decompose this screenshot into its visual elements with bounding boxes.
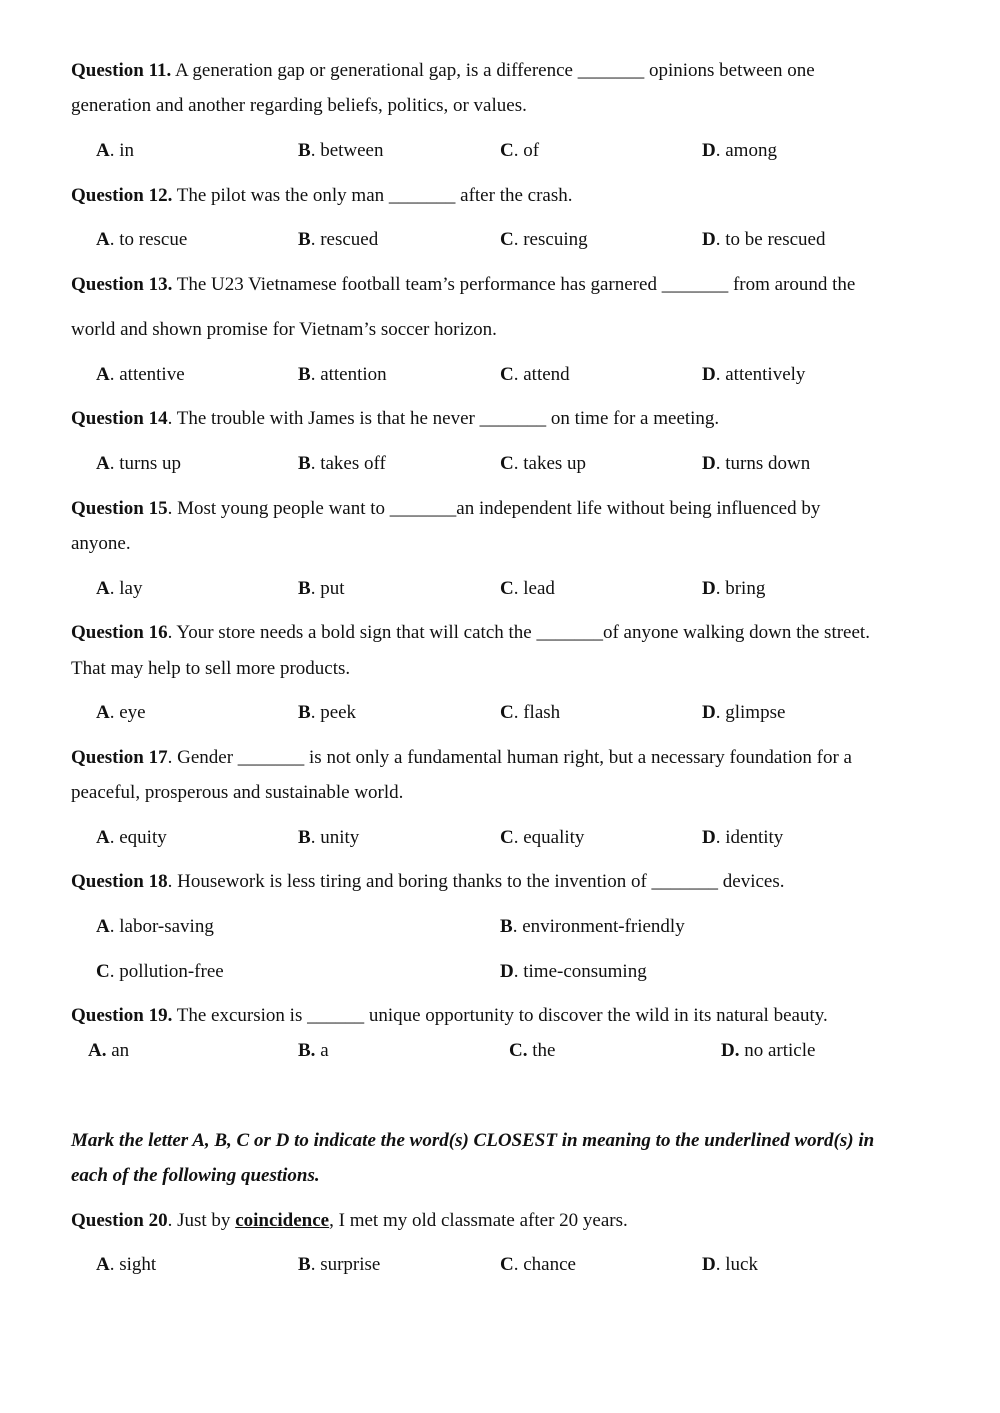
question-16-options: [0, 701, 1000, 725]
question-text: The excursion is ______ unique opportunity to discover the wild in its natural beauty.: [172, 1005, 828, 1026]
question-18-stem: [71, 870, 785, 894]
question-18-options-row-2: [0, 960, 1000, 984]
question-number: Question 15: [71, 498, 168, 519]
question-text: A generation gap or generational gap, is a difference _______ opinions between one: [171, 60, 815, 81]
question-12-options: [0, 228, 1000, 252]
question-11-stem: [71, 59, 815, 83]
option-d[interactable]: D. glimpse: [702, 702, 786, 723]
question-number: Question 20: [71, 1210, 168, 1231]
section-instruction-cont: each of the following questions.: [71, 1165, 320, 1186]
question-number: Question 14: [71, 408, 168, 429]
option-a[interactable]: A. eye: [96, 702, 146, 723]
option-b[interactable]: B. between: [298, 140, 384, 161]
option-b[interactable]: B. takes off: [298, 453, 386, 474]
question-14-stem: [71, 407, 719, 431]
question-text: peaceful, prosperous and sustainable world.: [71, 782, 404, 803]
option-c[interactable]: C. the: [509, 1040, 556, 1061]
option-c[interactable]: C. rescuing: [500, 229, 588, 250]
question-19-stem: [71, 1004, 828, 1028]
question-text: . Most young people want to _______an independent life without being influenced by: [167, 498, 821, 519]
question-text: . The trouble with James is that he never _______ on time for a meeting.: [167, 408, 720, 429]
option-c[interactable]: C. chance: [500, 1254, 576, 1275]
option-a[interactable]: A. in: [96, 140, 135, 161]
question-17-stem: [71, 746, 852, 770]
underlined-word: coincidence: [235, 1210, 330, 1231]
option-c[interactable]: C. pollution-free: [96, 961, 224, 982]
option-c[interactable]: C. equality: [500, 827, 585, 848]
question-16-stem: [71, 621, 870, 645]
option-d[interactable]: D. no article: [721, 1040, 816, 1061]
option-d[interactable]: D. luck: [702, 1254, 758, 1275]
question-13-stem: [71, 273, 855, 297]
question-number: Question 11.: [71, 60, 172, 81]
question-number: Question 12.: [71, 185, 173, 206]
question-11-stem-cont: [71, 94, 527, 118]
question-13-options: [0, 363, 1000, 387]
question-14-options: [0, 452, 1000, 476]
option-c[interactable]: C. attend: [500, 364, 570, 385]
question-text: , I met my old classmate after 20 years.: [329, 1210, 628, 1231]
question-18-options-row-1: [0, 915, 1000, 939]
question-17-options: [0, 826, 1000, 850]
option-a[interactable]: A. labor-saving: [96, 916, 214, 937]
question-text: The U23 Vietnamese football team’s performance has garnered _______ from around the: [172, 274, 856, 295]
option-d[interactable]: D. to be rescued: [702, 229, 826, 250]
question-17-stem-cont: [71, 781, 403, 805]
option-b[interactable]: B. rescued: [298, 229, 379, 250]
option-b[interactable]: B. attention: [298, 364, 387, 385]
option-d[interactable]: D. turns down: [702, 453, 811, 474]
option-a[interactable]: A. turns up: [96, 453, 181, 474]
option-a[interactable]: A. to rescue: [96, 229, 188, 250]
question-text: . Housework is less tiring and boring thanks to the invention of _______ devices.: [167, 871, 785, 892]
question-12-stem: [71, 184, 573, 208]
option-a[interactable]: A. equity: [96, 827, 167, 848]
section-instruction: Mark the letter A, B, C or D to indicate the word(s) CLOSEST in meaning to the underlined word(s) in: [71, 1130, 875, 1151]
option-a[interactable]: A. an: [88, 1040, 130, 1061]
option-d[interactable]: D. attentively: [702, 364, 806, 385]
question-text: That may help to sell more products.: [71, 658, 351, 679]
question-15-options: [0, 577, 1000, 601]
question-20-options: [0, 1253, 1000, 1277]
question-text: . Just by: [167, 1210, 236, 1231]
question-text: world and shown promise for Vietnam’s soccer horizon.: [71, 319, 497, 340]
question-19-options: [0, 1039, 1000, 1063]
option-c[interactable]: C. lead: [500, 578, 555, 599]
question-text: . Gender _______ is not only a fundamental human right, but a necessary foundation for a: [167, 747, 852, 768]
option-a[interactable]: A. sight: [96, 1254, 157, 1275]
question-number: Question 18: [71, 871, 168, 892]
question-text: The pilot was the only man _______ after the crash.: [172, 185, 573, 206]
option-b[interactable]: B. surprise: [298, 1254, 381, 1275]
question-text: generation and another regarding beliefs, politics, or values.: [71, 95, 527, 116]
question-number: Question 13.: [71, 274, 173, 295]
question-number: Question 17: [71, 747, 168, 768]
question-15-stem: [71, 497, 820, 521]
question-13-stem-cont: [71, 318, 497, 342]
question-20-stem: [71, 1209, 628, 1233]
question-number: Question 19.: [71, 1005, 173, 1026]
option-c[interactable]: C. of: [500, 140, 540, 161]
option-a[interactable]: A. lay: [96, 578, 143, 599]
question-text: . Your store needs a bold sign that will catch the _______of anyone walking down the street.: [167, 622, 870, 643]
option-d[interactable]: D. among: [702, 140, 777, 161]
option-c[interactable]: C. flash: [500, 702, 561, 723]
question-11-options: [0, 139, 1000, 163]
option-c[interactable]: C. takes up: [500, 453, 587, 474]
option-b[interactable]: B. peek: [298, 702, 357, 723]
option-b[interactable]: B. unity: [298, 827, 360, 848]
option-d[interactable]: D. time-consuming: [500, 961, 647, 982]
option-b[interactable]: B. environment-friendly: [500, 916, 685, 937]
question-number: Question 16: [71, 622, 168, 643]
question-text: anyone.: [71, 533, 131, 554]
option-b[interactable]: B. a: [298, 1040, 329, 1061]
option-a[interactable]: A. attentive: [96, 364, 185, 385]
question-16-stem-cont: [71, 657, 350, 681]
option-d[interactable]: D. identity: [702, 827, 784, 848]
question-15-stem-cont: [71, 532, 131, 556]
option-b[interactable]: B. put: [298, 578, 345, 599]
option-d[interactable]: D. bring: [702, 578, 766, 599]
